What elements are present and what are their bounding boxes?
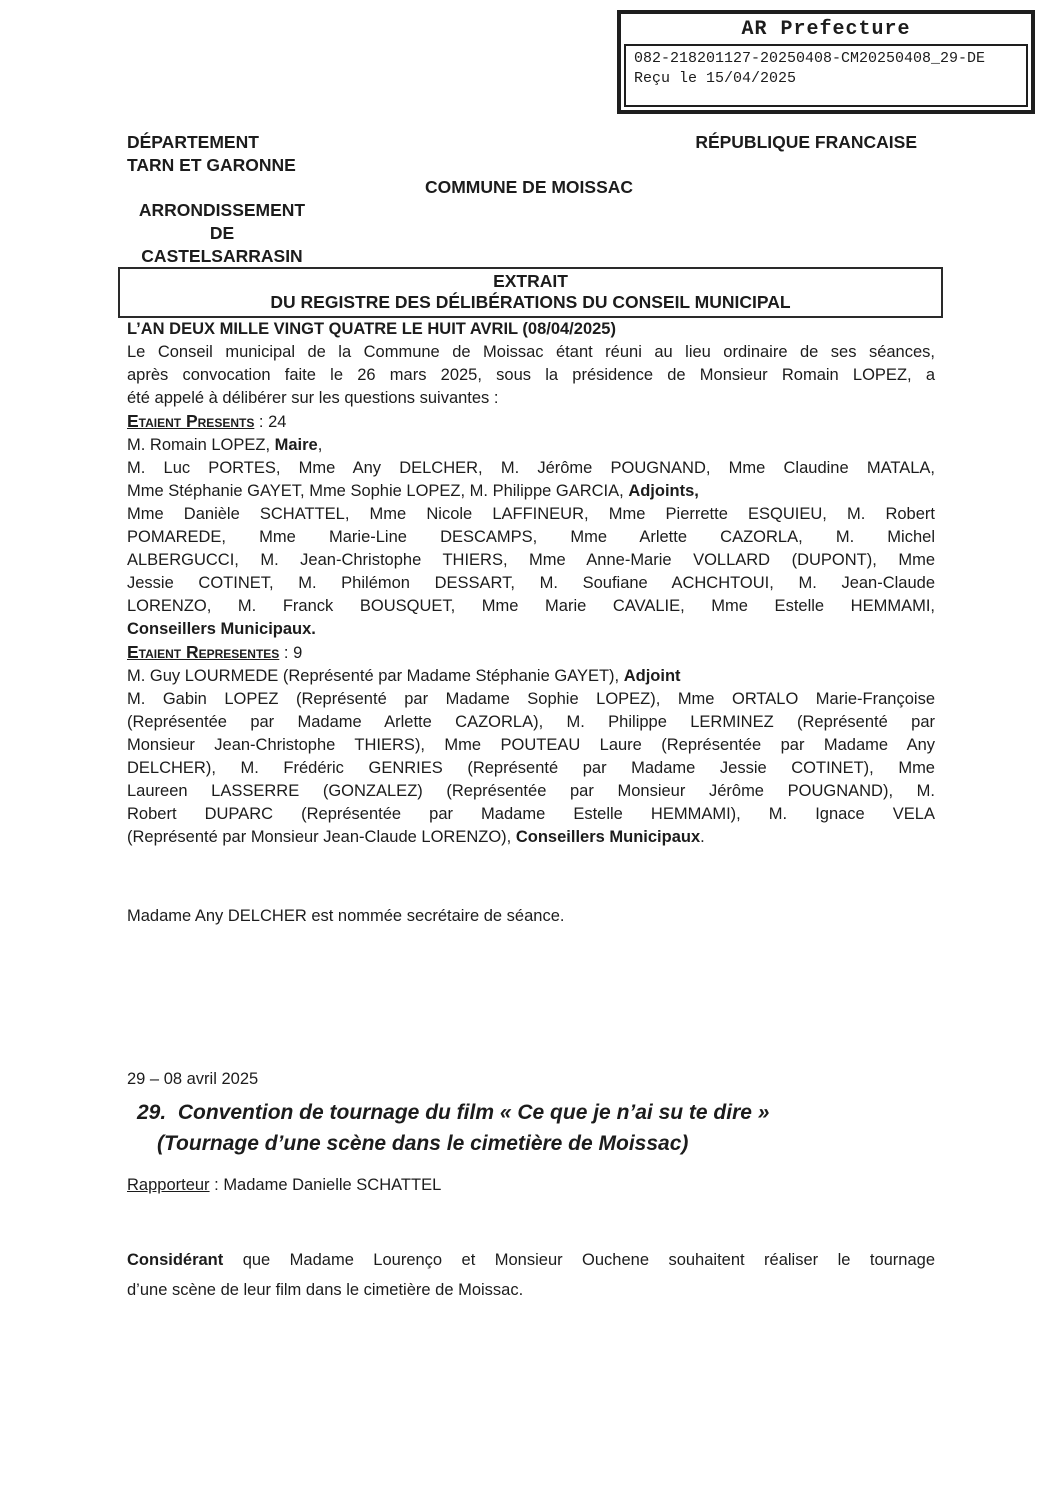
text-segment: (Représentée par Madame Arlette CAZORLA), M. Philippe LERMINEZ (Représenté par [127,713,935,731]
department-label: DÉPARTEMENT [127,132,259,152]
letterhead-arrondissement [124,199,320,268]
considerant-line [127,1275,935,1305]
represented-line [127,826,935,849]
text-segment: Conseillers Municipaux [515,828,701,846]
presents-line [127,526,935,549]
ar-received-date: Reçu le 15/04/2025 [634,70,797,87]
extract-title-box [118,267,943,318]
ar-reference-number: 082-218201127-20250408-CM20250408_29-DE [634,50,986,67]
extract-title-line1: EXTRAIT [493,271,568,291]
text-segment: Monsieur Jean-Christophe THIERS), Mme POUTEAU Laure (Représentée par Madame Any [127,736,935,754]
text-segment: Le Conseil municipal de la Commune de Moissac étant réuni au lieu ordinaire de ses séances, [127,343,935,361]
text-segment: Adjoints, [628,482,699,500]
text-segment: que Madame Lourenço et Monsieur Ouchene souhaitent réaliser le tournage [223,1251,935,1269]
session-date-line [127,318,935,341]
letterhead-commune: COMMUNE DE MOISSAC [424,177,634,197]
represented-line [127,757,935,780]
text-segment: Conseillers Municipaux. [127,620,316,638]
represented-line [127,780,935,803]
text-segment: : 9 [279,644,303,662]
presents-line [127,457,935,480]
deliberation-title-line2: (Tournage d’une scène dans le cimetière de Moissac) [157,1132,689,1155]
arrondissement-label: ARRONDISSEMENT [138,200,306,220]
presents-line [127,434,935,457]
text-segment: M. Gabin LOPEZ (Représenté par Madame Sophie LOPEZ), Mme ORTALO Marie-Françoise [127,690,935,708]
item-reference: 29 – 08 avril 2025 [127,1070,259,1088]
represented-heading [127,641,935,665]
text-segment: M. Romain LOPEZ, [127,436,275,454]
rapporteur-line [127,1173,935,1197]
represented-line [127,665,935,688]
rapporteur-section [127,1173,935,1197]
presents-line [127,503,935,526]
text-segment: ALBERGUCCI, M. Jean-Christophe THIERS, Mme Anne-Marie VOLLARD (DUPONT), Mme [127,551,935,569]
text-segment: (Représenté par Monsieur Jean-Claude LORENZO), [127,828,516,846]
text-segment: : Madame Danielle SCHATTEL [209,1176,442,1194]
presents-line [127,618,935,641]
text-segment: Etaient Representes [127,642,280,662]
text-segment: POMAREDE, Mme Marie-Line DESCAMPS, Mme Arlette CAZORLA, M. Michel [127,528,935,546]
considerant-line [127,1245,935,1275]
text-segment: Adjoint [623,667,681,685]
deliberation-title-line1: 29. Convention de tournage du film « Ce que je n’ai su te dire » [137,1101,770,1124]
text-segment: LORENZO, M. Franck BOUSQUET, Mme Marie CAVALIE, Mme Estelle HEMMAMI, [127,597,935,615]
presents-line [127,595,935,618]
secretary-note: Madame Any DELCHER est nommée secrétaire de séance. [127,907,565,925]
text-segment: . [700,828,705,846]
intro-line [127,387,935,410]
text-segment: , [317,436,323,454]
deliberation-body [127,318,935,1305]
text-segment: Rapporteur [127,1176,210,1194]
text-segment: été appelé à délibérer sur les questions suivantes : [127,389,499,407]
text-segment: Laureen LASSERRE (GONZALEZ) (Représentée par Monsieur Jérôme POUGNAND), M. [127,782,935,800]
text-segment: DELCHER), M. Frédéric GENRIES (Représenté par Madame Jessie COTINET), Mme [127,759,935,777]
attendance-section [127,318,935,849]
text-segment: Mme Stéphanie GAYET, Mme Sophie LOPEZ, M. Philippe GARCIA, [127,482,629,500]
text-segment: M. Guy LOURMEDE (Représenté par Madame Stéphanie GAYET), [127,667,624,685]
intro-line [127,364,935,387]
deliberation-title [127,1097,935,1159]
department-name: TARN ET GARONNE [127,155,296,175]
presents-line [127,572,935,595]
presents-line [127,480,935,503]
intro-line [127,341,935,364]
represented-line [127,803,935,826]
text-segment: Jessie COTINET, M. Philémon DESSART, M. Soufiane ACHCHTOUI, M. Jean-Claude [127,574,935,592]
represented-line [127,711,935,734]
text-segment: Robert DUPARC (Représentée par Madame Estelle HEMMAMI), M. Ignace VELA [127,805,935,823]
text-segment: Maire [274,436,318,454]
arrondissement-de: DE [209,223,235,243]
ar-prefecture-stamp [617,10,1035,114]
presents-line [127,549,935,572]
ar-prefecture-title: AR Prefecture [741,18,911,41]
presents-heading [127,410,935,434]
extract-title-line2: DU REGISTRE DES DÉLIBÉRATIONS DU CONSEIL MUNICIPAL [270,292,791,312]
text-segment: Considérant [127,1251,224,1269]
represented-line [127,688,935,711]
text-segment: M. Luc PORTES, Mme Any DELCHER, M. Jérôme POUGNAND, Mme Claudine MATALA, [127,459,935,477]
text-segment: après convocation faite le 26 mars 2025, sous la présidence de Monsieur Romain LOPEZ, a [127,366,935,384]
represented-line [127,734,935,757]
arrondissement-name: CASTELSARRASIN [141,246,303,266]
text-segment: Mme Danièle SCHATTEL, Mme Nicole LAFFINEUR, Mme Pierrette ESQUIEU, M. Robert [127,505,935,523]
text-segment: : 24 [254,413,287,431]
text-segment: L’AN DEUX MILLE VINGT QUATRE LE HUIT AVRIL (08/04/2025) [127,320,616,338]
text-segment: d’une scène de leur film dans le cimetière de Moissac. [127,1281,524,1299]
considerant-paragraph [127,1245,935,1305]
letterhead-department [127,131,296,177]
text-segment: Etaient Presents [127,411,255,431]
ar-prefecture-details [624,44,1028,107]
letterhead-republic: RÉPUBLIQUE FRANCAISE [695,132,917,152]
